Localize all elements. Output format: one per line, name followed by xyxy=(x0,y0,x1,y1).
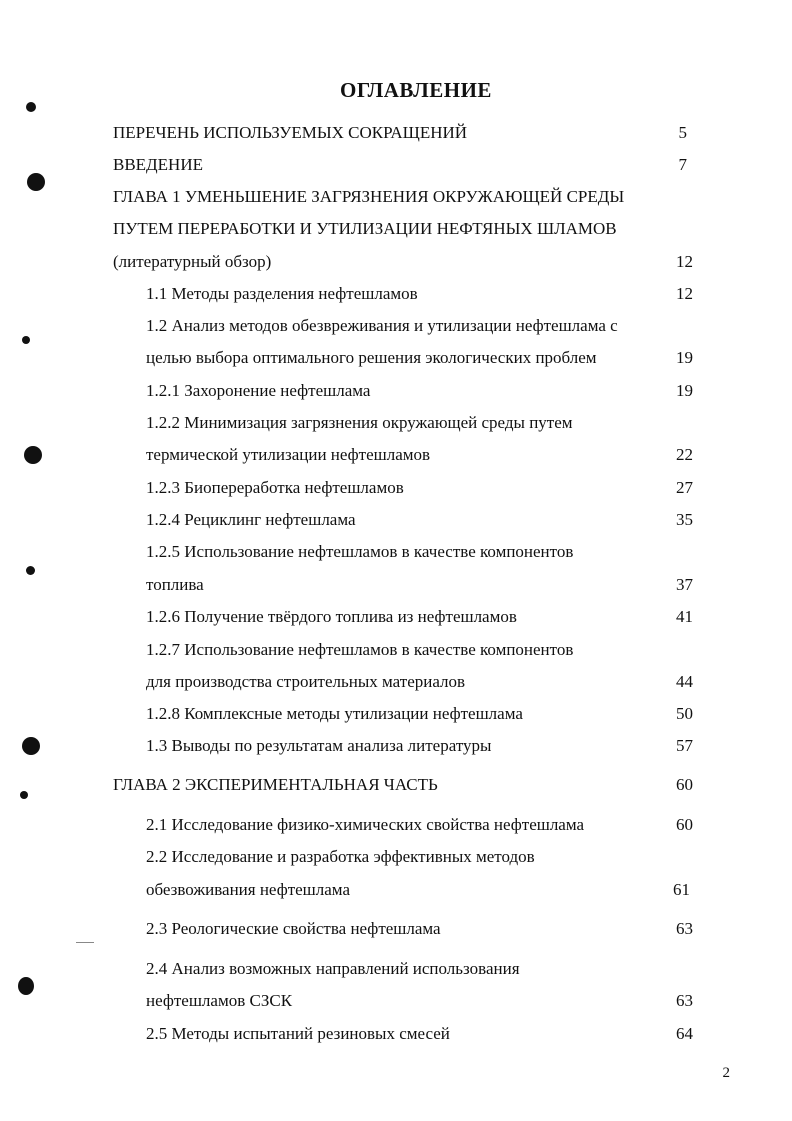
scan-mark xyxy=(26,566,35,575)
toc-entry-text: ГЛАВА 2 ЭКСПЕРИМЕНТАЛЬНАЯ ЧАСТЬ xyxy=(113,775,438,794)
toc-entry-page: 44 xyxy=(676,672,693,691)
toc-entry-page: 41 xyxy=(676,607,693,626)
toc-entry-text: ГЛАВА 1 УМЕНЬШЕНИЕ ЗАГРЯЗНЕНИЯ ОКРУЖАЮЩЕЙ СРЕДЫ xyxy=(113,187,625,206)
toc-entry-text: 2.2 Исследование и разработка эффективных методов xyxy=(146,847,535,866)
toc-entry-page: 61 xyxy=(673,880,690,899)
toc-entry-text: 1.2.7 Использование нефтешламов в качестве компонентов xyxy=(146,640,574,659)
toc-entry-text: 2.1 Исследование физико-химических свойства нефтешлама xyxy=(146,815,585,834)
toc-entry-text: 1.2.5 Использование нефтешламов в качестве компонентов xyxy=(146,542,574,561)
toc-entry-page: 60 xyxy=(676,775,693,794)
toc-entry-page: 63 xyxy=(676,919,693,938)
toc-entry-text: целью выбора оптимального решения экологических проблем xyxy=(146,348,597,367)
toc-entry-page: 19 xyxy=(676,348,693,367)
toc-entry-page: 57 xyxy=(676,736,693,755)
scan-mark xyxy=(76,942,94,943)
toc-entry-page: 5 xyxy=(678,123,687,142)
binder-hole xyxy=(24,446,42,464)
toc-entry-page: 37 xyxy=(676,575,693,594)
scan-mark xyxy=(26,102,36,112)
toc-entry-page: 63 xyxy=(676,991,693,1010)
toc-entry-text: 1.1 Методы разделения нефтешламов xyxy=(146,284,418,303)
toc-entry-text: 1.2.3 Биопереработка нефтешламов xyxy=(146,478,404,497)
toc-entry-page: 64 xyxy=(676,1024,693,1043)
toc-entry-text: 1.3 Выводы по результатам анализа литературы xyxy=(146,736,492,755)
binder-hole xyxy=(18,977,34,995)
scan-mark xyxy=(22,336,30,344)
toc-entry-page: 12 xyxy=(676,284,693,303)
toc-entry-page: 19 xyxy=(676,381,693,400)
toc-entry-text: 2.5 Методы испытаний резиновых смесей xyxy=(146,1024,450,1043)
toc-entry-text: нефтешламов СЗСК xyxy=(146,991,293,1010)
toc-entry-text: 1.2.6 Получение твёрдого топлива из нефтешламов xyxy=(146,607,517,626)
toc-entry-text: 1.2.1 Захоронение нефтешлама xyxy=(146,381,371,400)
toc-entry-page: 12 xyxy=(676,252,693,271)
toc-entry-page: 60 xyxy=(676,815,693,834)
toc-entry-text: 1.2.8 Комплексные методы утилизации нефтешлама xyxy=(146,704,523,723)
toc-entry-page: 27 xyxy=(676,478,693,497)
toc-entry-text: (литературный обзор) xyxy=(113,252,272,271)
toc-entry-page: 35 xyxy=(676,510,693,529)
page-number: 2 xyxy=(722,1065,730,1081)
toc-entry-text: 2.4 Анализ возможных направлений использования xyxy=(146,959,520,978)
toc-entry-text: для производства строительных материалов xyxy=(146,672,466,691)
toc-entry-page: 50 xyxy=(676,704,693,723)
toc-entry-text: топлива xyxy=(146,575,204,594)
binder-hole xyxy=(22,737,40,755)
page-title: ОГЛАВЛЕНИЕ xyxy=(340,78,492,102)
scan-mark xyxy=(20,791,28,799)
toc-entry-text: ПУТЕМ ПЕРЕРАБОТКИ И УТИЛИЗАЦИИ НЕФТЯНЫХ ШЛАМОВ xyxy=(113,219,617,238)
toc-entry-text: 1.2.2 Минимизация загрязнения окружающей среды путем xyxy=(146,413,573,432)
toc-entry-text: ПЕРЕЧЕНЬ ИСПОЛЬЗУЕМЫХ СОКРАЩЕНИЙ xyxy=(113,123,468,142)
toc-entry-text: 1.2.4 Рециклинг нефтешлама xyxy=(146,510,356,529)
binder-hole xyxy=(27,173,45,191)
toc-entry-text: 2.3 Реологические свойства нефтешлама xyxy=(146,919,441,938)
toc-entry-page: 22 xyxy=(676,445,693,464)
toc-entry-text: 1.2 Анализ методов обезвреживания и утилизации нефтешлама с xyxy=(146,316,618,335)
toc-entry-text: обезвоживания нефтешлама xyxy=(146,880,350,899)
toc-entry-text: ВВЕДЕНИЕ xyxy=(113,155,203,174)
toc-entry-text: термической утилизации нефтешламов xyxy=(146,445,431,464)
toc-entry-page: 7 xyxy=(678,155,687,174)
